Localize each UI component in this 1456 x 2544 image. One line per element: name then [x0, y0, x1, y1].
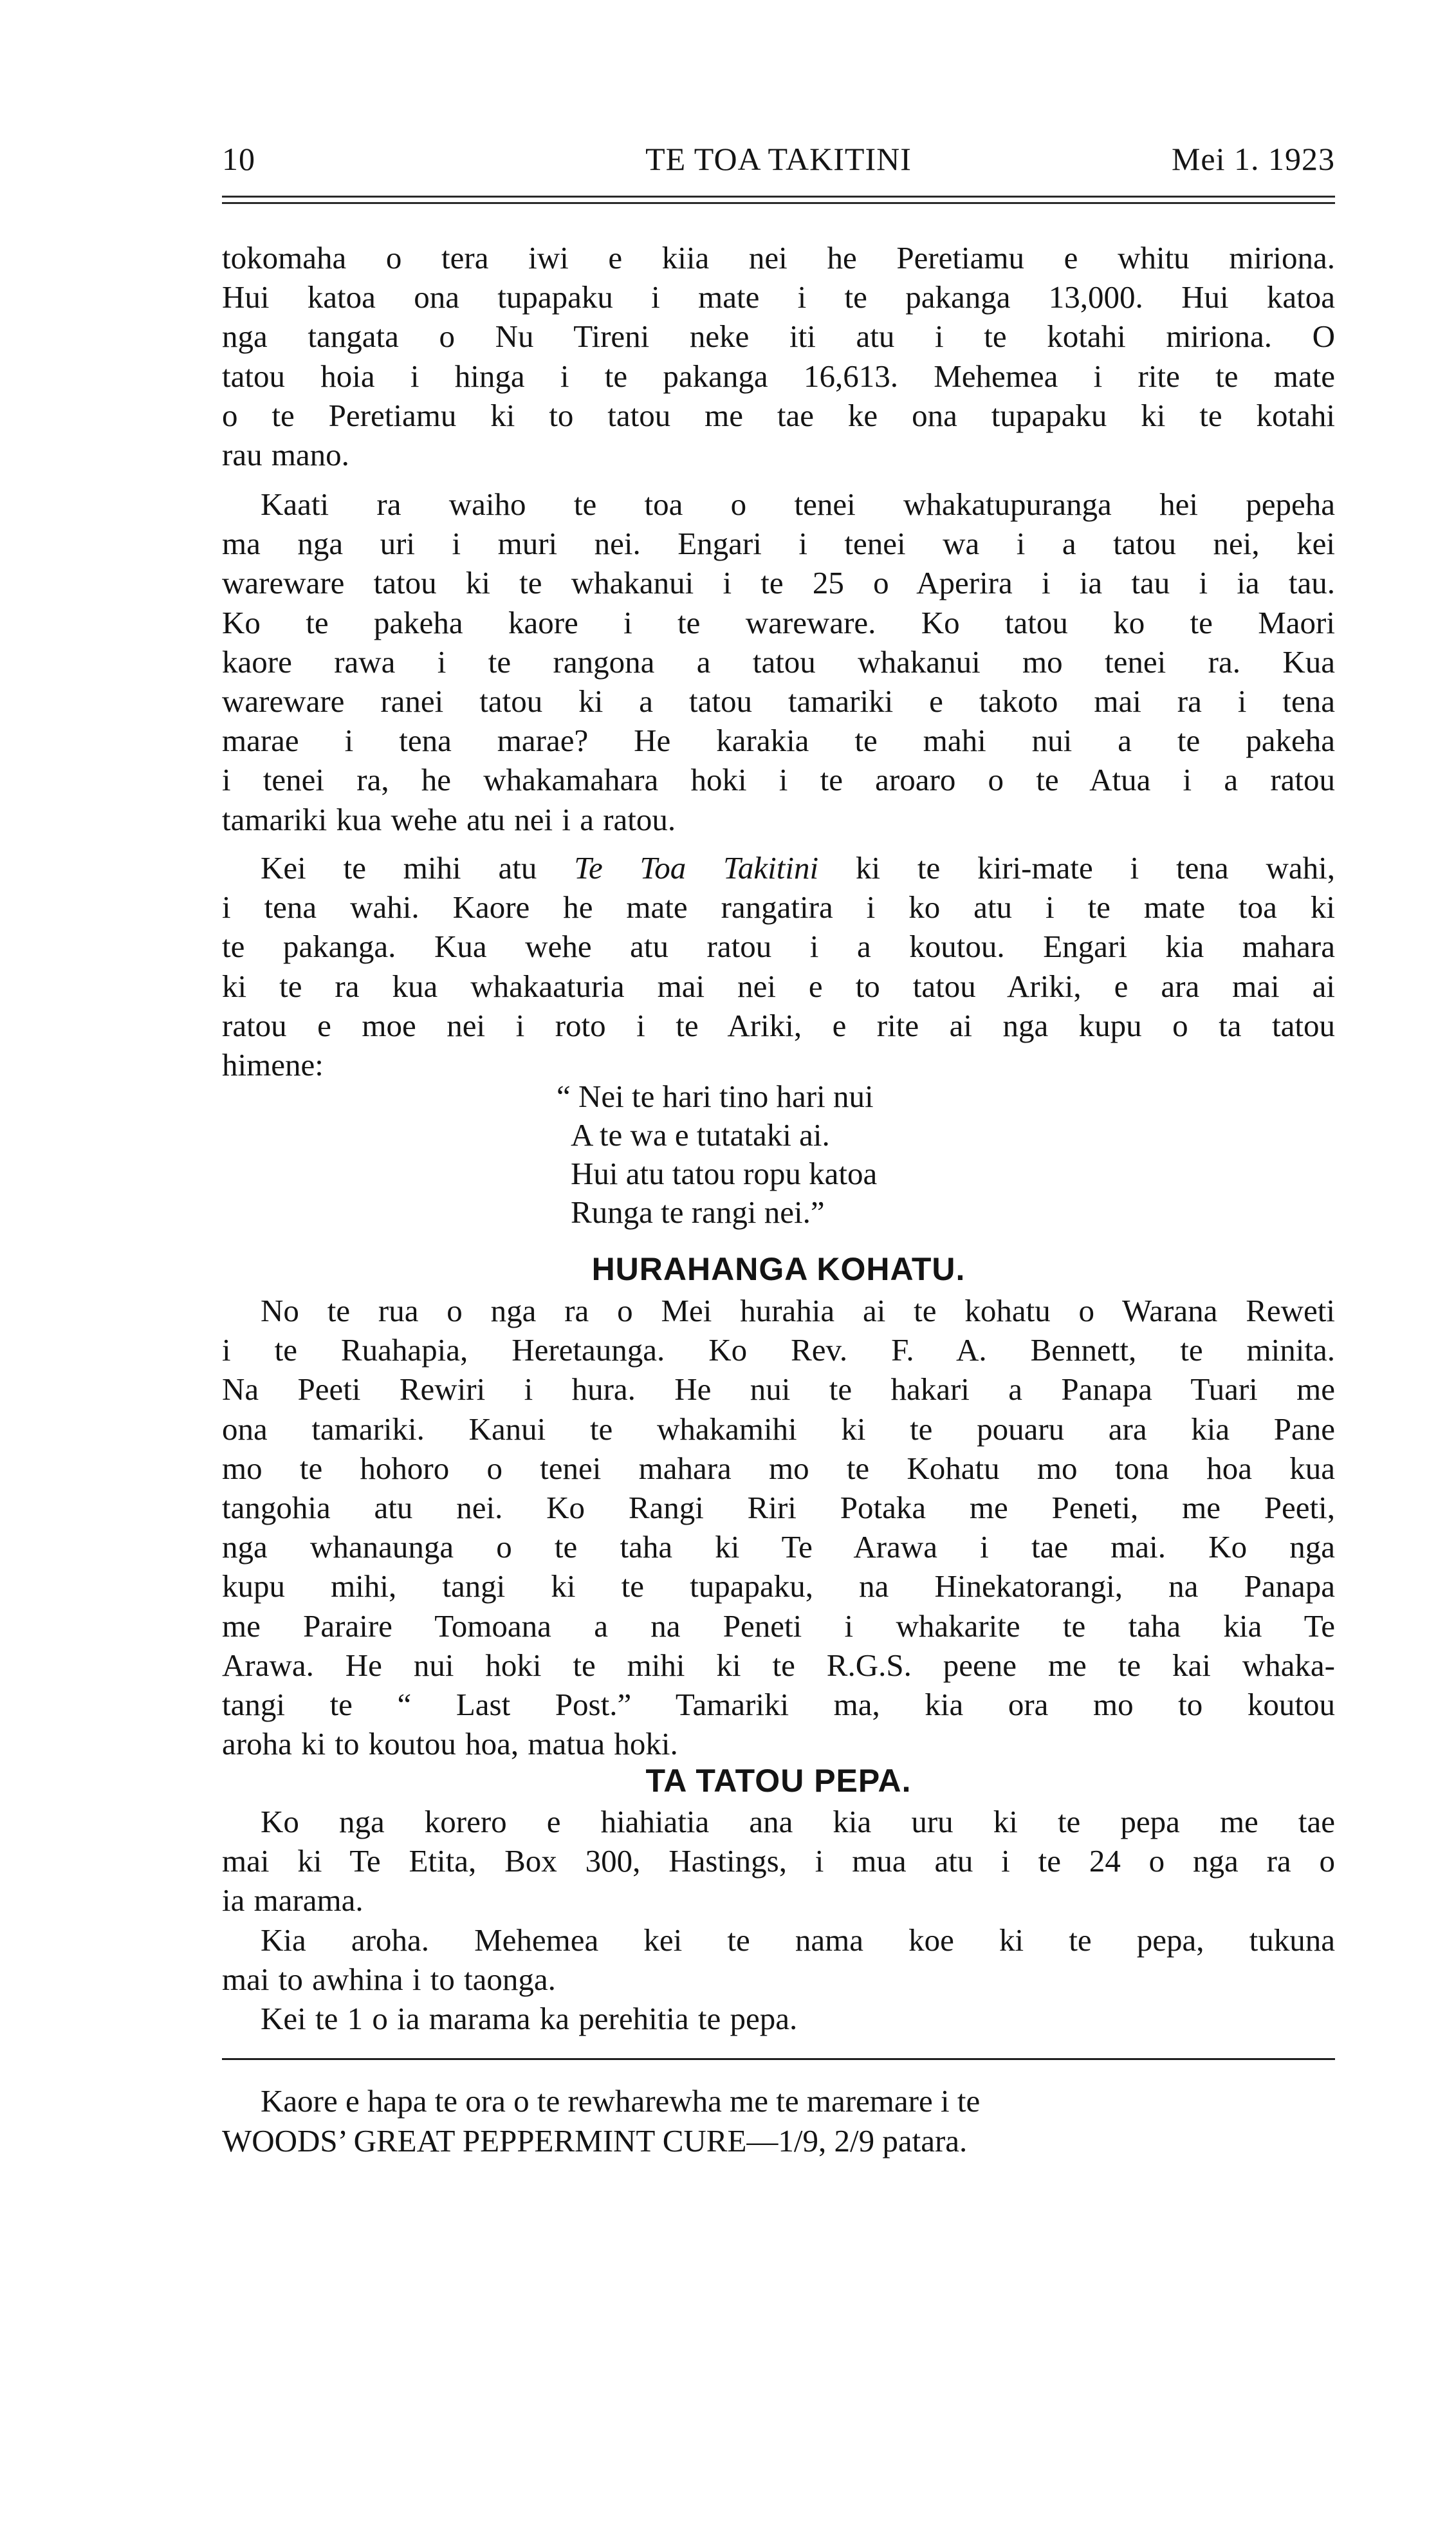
section-heading-pepa: TA TATOU PEPA. [645, 1763, 912, 1799]
text-line: nga tangata o Nu Tireni neke iti atu i te kotahi miriona. O [222, 319, 1335, 355]
text-line [222, 848, 1335, 887]
text-line: ki te ra kua whakaaturia mai nei e to tatou Ariki, e ara mai ai [222, 968, 1335, 1004]
text-line: i tenei ra, he whakamahara hoki i te aroaro o te Atua i a ratou [222, 762, 1335, 798]
text-line: mai ki Te Etita, Box 300, Hastings, i mua atu i te 24 o nga ra o [222, 1843, 1335, 1879]
text-line: tokomaha o tera iwi e kiia nei he Peretiamu e whitu miriona. [222, 240, 1335, 275]
text-line: tangohia atu nei. Ko Rangi Riri Potaka me Peneti, me Peeti, [222, 1490, 1335, 1526]
text-line: te pakanga. Kua wehe atu ratou i a koutou. Engari kia mahara [222, 929, 1335, 965]
header-rule-bottom [222, 202, 1335, 204]
advertisement-divider [222, 2058, 1335, 2060]
text-line: ma nga uri i muri nei. Engari i tenei wa i a tatou nei, kei [222, 526, 1335, 562]
ad-line: WOODS’ GREAT PEPPERMINT CURE—1/9, 2/9 patara. [222, 2123, 968, 2159]
text-line: tamariki kua wehe atu nei i a ratou. [222, 801, 676, 837]
text-line: kupu mihi, tangi ki te tupapaku, na Hinekatorangi, na Panapa [222, 1568, 1335, 1604]
verse-line: Runga te rangi nei.” [571, 1194, 825, 1230]
ad-line: Kaore e hapa te ora o te rewharewha me te maremare i te [261, 2083, 981, 2119]
header-rule-top [222, 196, 1335, 198]
text-line: rau mano. [222, 437, 349, 473]
text-line: himene: [222, 1047, 324, 1083]
text-line: Na Peeti Rewiri i hura. He nui te hakari a Panapa Tuari me [222, 1371, 1335, 1407]
text-line: me Paraire Tomoana a na Peneti i whakarite te taha kia Te [222, 1608, 1335, 1644]
text-line: kaore rawa i te rangona a tatou whakanui mo tenei ra. Kua [222, 644, 1335, 680]
text-line: Kaati ra waiho te toa o tenei whakatupuranga hei pepeha [261, 487, 1335, 522]
text-line: ia marama. [222, 1882, 364, 1918]
text-line: i te Ruahapia, Heretaunga. Ko Rev. F. A. Bennett, te minita. [222, 1332, 1335, 1368]
text-line: Hui katoa ona tupapaku i mate i te pakanga 13,000. Hui katoa [222, 279, 1335, 315]
text-line: Arawa. He nui hoki te mihi ki te R.G.S. peene me te kai whaka- [222, 1647, 1335, 1683]
text-line: No te rua o nga ra o Mei hurahia ai te kohatu o Warana Reweti [261, 1293, 1335, 1328]
text-line: mo te hohoro o tenei mahara mo te Kohatu mo tona hoa kua [222, 1450, 1335, 1486]
section-heading-hurahanga: HURAHANGA KOHATU. [591, 1251, 966, 1287]
publication-title: TE TOA TAKITINI [645, 141, 912, 177]
issue-date: Mei 1. 1923 [1171, 141, 1335, 177]
article-paragraph-3 [222, 848, 1335, 1084]
text-line: ona tamariki. Kanui te whakamihi ki te pouaru ara kia Pane [222, 1411, 1335, 1447]
text-fragment: ki te kiri-mate i tena wahi, [818, 850, 1335, 886]
text-fragment: Kei te mihi atu [261, 850, 575, 886]
verse-line: Hui atu tatou ropu katoa [571, 1156, 878, 1191]
text-line: marae i tena marae? He karakia te mahi nui a te pakeha [222, 723, 1335, 759]
text-line: Ko te pakeha kaore i te wareware. Ko tatou ko te Maori [222, 604, 1335, 640]
publication-name-italic: Te Toa Takitini [574, 850, 819, 886]
article-paragraph-2 [222, 485, 1335, 839]
article-paragraph-1 [222, 238, 1335, 474]
verse-line: “ Nei te hari tino hari nui [557, 1079, 874, 1114]
text-line: ratou e moe nei i roto i te Ariki, e rite ai nga kupu o ta tatou [222, 1007, 1335, 1043]
text-line: Kia aroha. Mehemea kei te nama koe ki te pepa, tukuna [261, 1922, 1335, 1958]
text-line: o te Peretiamu ki to tatou me tae ke ona tupapaku ki te kotahi [222, 397, 1335, 433]
page-header [222, 140, 1335, 185]
page-number: 10 [222, 141, 255, 177]
text-line: aroha ki to koutou hoa, matua hoki. [222, 1726, 678, 1762]
advertisement [222, 2081, 1335, 2161]
text-line: Kei te 1 o ia marama ka perehitia te pepa. [261, 2001, 798, 2037]
text-line: tatou hoia i hinga i te pakanga 16,613. Mehemea i rite te mate [222, 358, 1335, 394]
text-line: i tena wahi. Kaore he mate rangatira i ko atu i te mate toa ki [222, 889, 1335, 925]
text-line: wareware ranei tatou ki a tatou tamariki e takoto mai ra i tena [222, 683, 1335, 720]
text-line: wareware tatou ki te whakanui i te 25 o Aperira i ia tau i ia tau. [222, 565, 1335, 601]
text-line: Ko nga korero e hiahiatia ana kia uru ki te pepa me tae [261, 1804, 1335, 1839]
text-line: tangi te “ Last Post.” Tamariki ma, kia ora mo to koutou [222, 1687, 1335, 1723]
section-pepa-body [222, 1802, 1335, 2038]
text-line: nga whanaunga o te taha ki Te Arawa i tae mai. Ko nga [222, 1529, 1335, 1565]
verse-line: A te wa e tutataki ai. [571, 1117, 830, 1153]
text-line: mai to awhina i to taonga. [222, 1961, 556, 1997]
section-hurahanga-body [222, 1291, 1335, 1763]
hymn-verse [557, 1077, 877, 1232]
